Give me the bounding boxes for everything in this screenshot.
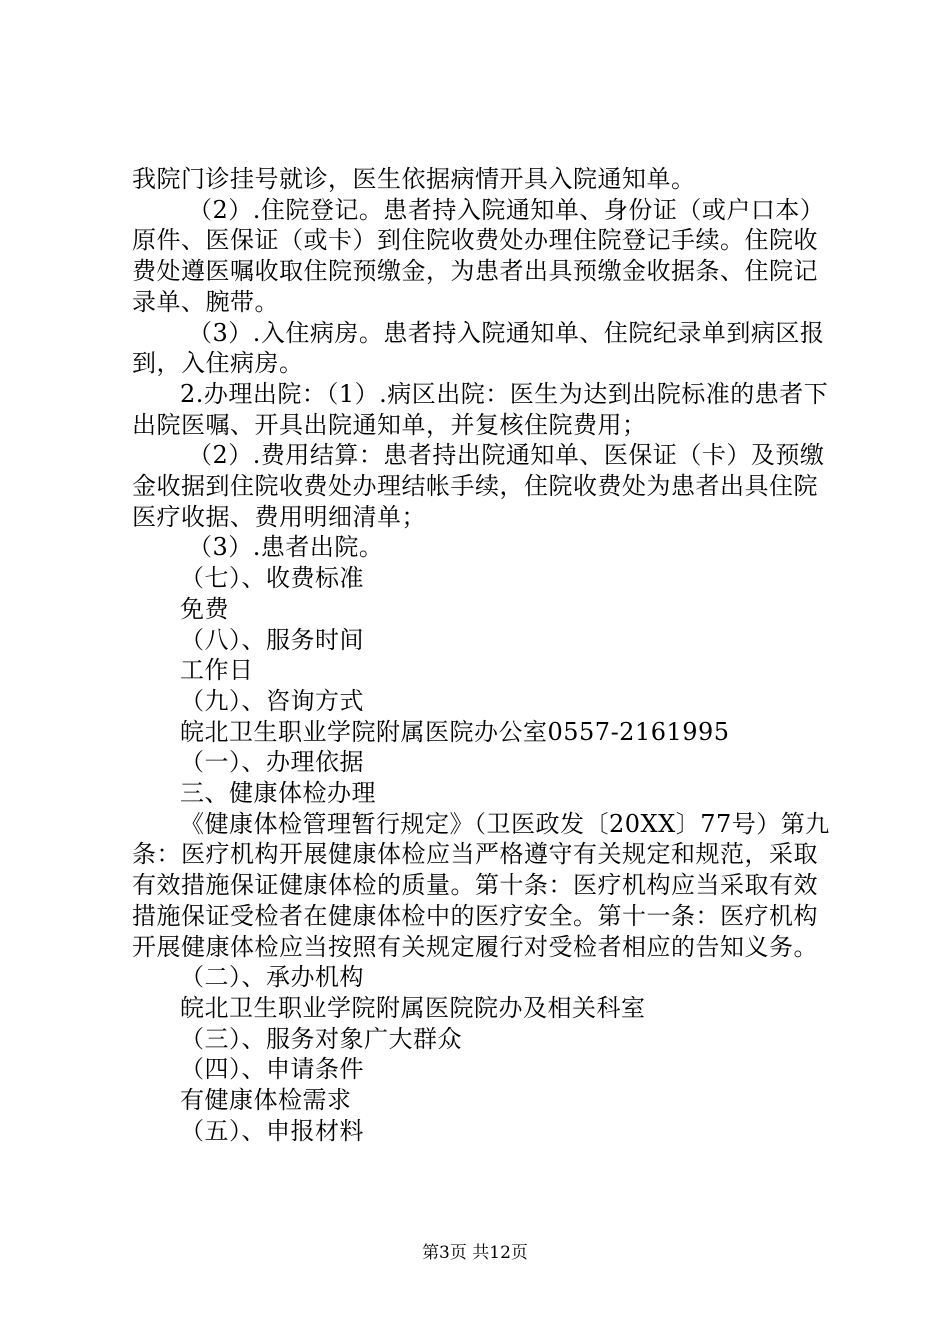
heading-application-materials: （五）、申报材料: [180, 1116, 364, 1145]
paragraph-registration: （2）.住院登记。患者持入院通知单、身份证（或户口本）原件、医保证（或卡）到住院收费处办理住院登记手续。住院收费处遵医嘱收取住院预缴金，为患者出具预缴金收据条、住院记录单、腕带。: [132, 195, 825, 316]
text-organizer: 皖北卫生职业学院附属医院院办及相关科室: [180, 993, 646, 1022]
paragraph-settlement: （2）.费用结算：患者持出院通知单、医保证（卡）及预缴金收据到住院收费处办理结帐手续，住院收费处为患者出具住院医疗收据、费用明细清单；: [132, 441, 825, 531]
text-fee-standard: 免费: [180, 594, 229, 623]
heading-health-check: 三、健康体检办理: [180, 779, 376, 808]
heading-legal-basis: （一）、办理依据: [180, 748, 364, 777]
heading-organizer: （二）、承办机构: [180, 963, 364, 992]
document-body: [132, 164, 842, 1147]
paragraph-patient-discharged: （3）.患者出院。: [188, 533, 384, 562]
paragraph-discharge: 2.办理出院：（1）.病区出院：医生为达到出院标准的患者下出院医嘱、开具出院通知单，并复核住院费用；: [132, 379, 829, 439]
heading-contact: （九）、咨询方式: [180, 686, 364, 715]
text-application-conditions: 有健康体检需求: [180, 1086, 352, 1115]
page-number-footer: 第3页 共12页: [422, 1243, 528, 1263]
text-contact: 皖北卫生职业学院附属医院办公室0557-2161995: [180, 717, 730, 746]
heading-service-hours: （八）、服务时间: [180, 625, 364, 654]
paragraph-enter-ward: （3）.入住病房。患者持入院通知单、住院纪录单到病区报到，入住病房。: [132, 318, 825, 378]
heading-service-target: （三）、服务对象广大群众: [180, 1024, 462, 1053]
heading-application-conditions: （四）、申请条件: [180, 1055, 364, 1084]
paragraph-health-check-rules: 《健康体检管理暂行规定》（卫医政发〔20XX〕77号）第九条：医疗机构开展健康体检应当严格遵守有关规定和规范，采取有效措施保证健康体检的质量。第十条：医疗机构应当采取有效措施保证受检者在健康体检中的医疗安全。第十一条：医疗机构开展健康体检应当按照有关规定履行对受检者相应的告知义务。: [132, 809, 830, 961]
text-service-hours: 工作日: [180, 656, 254, 685]
paragraph-admission-continued: 我院门诊挂号就诊，医生依据病情开具入院通知单。: [132, 165, 696, 193]
heading-fee-standard: （七）、收费标准: [180, 564, 364, 593]
